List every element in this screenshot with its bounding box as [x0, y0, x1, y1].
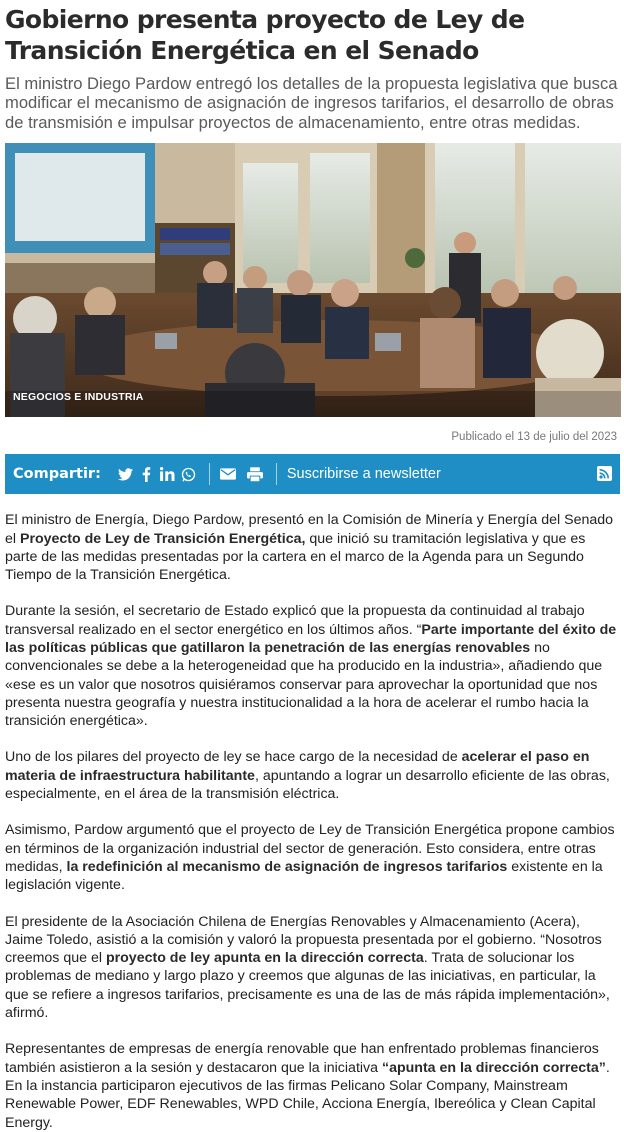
meeting-room-image [5, 143, 621, 417]
whatsapp-icon[interactable] [180, 465, 197, 483]
paragraph: Durante la sesión, el secretario de Estado explicó que la propuesta da continuidad al trabajo transversal realizado en el sector energético en los últimos años. “Parte importante del éxito de las políticas públicas que gatillaron la penetración de las energías renovables no convencionales se debe a la heterogeneidad que ha producido en la industria», añadiendo que «ese es un valor que nosotros quisiéramos conservar para aprovechar la oportunidad que nos presenta nuestra geografía y nuestra institucionalidad a la hora de acelerar el rumbo hacia la transición energética». [5, 603, 617, 730]
rss-icon[interactable] [597, 466, 612, 481]
share-divider [276, 463, 277, 485]
share-bar [5, 454, 620, 494]
article-lede: El ministro Diego Pardow entregó los detalles de la propuesta legislativa que busca modificar el mecanismo de asignación de ingresos tarifarios, el desarrollo de obras de transmisión e impulsar proyectos de almacenamiento, entre otras medidas. [5, 74, 618, 132]
facebook-icon[interactable] [138, 465, 155, 483]
paragraph: Representantes de empresas de energía renovable que han enfrentado problemas financieros también asistieron a la sesión y destacaron que la iniciativa “apunta en la dirección correcta”. En la instancia participaron ejecutivos de las firmas Pelicano Solar Company, Mainstream Renewable Power, EDF Renewables, WPD Chile, Acciona Energía, Ibereólica y Clean Capital Energy. [5, 1041, 610, 1131]
paragraph: El ministro de Energía, Diego Pardow, presentó en la Comisión de Minería y Energía del Senado el Proyecto de Ley de Transición Energética, que inició su tramitación legislativa y que es parte de las medidas presentadas por la cartera en el marco de la Agenda para un Segundo Tiempo de la Transición Energética. [5, 512, 614, 584]
email-icon[interactable] [220, 465, 237, 483]
share-label: Compartir: [13, 466, 101, 483]
paragraph: Uno de los pilares del proyecto de ley se hace cargo de la necesidad de acelerar el paso en materia de infraestructura habilitante, apuntando a lograr un desarrollo eficiente de las obras, especialmente, en el área de la transmisión eléctrica. [5, 749, 610, 803]
article-photo [5, 143, 621, 417]
twitter-icon[interactable] [117, 465, 134, 483]
paragraph: Asimismo, Pardow argumentó que el proyecto de Ley de Transición Energética propone cambios en términos de la organización industrial del sector de generación. Esto considera, entre otras medidas, la redefinición al mecanismo de asignación de ingresos tarifarios existente en la legislación vigente. [5, 822, 615, 894]
share-divider [209, 463, 210, 485]
paragraph: El presidente de la Asociación Chilena de Energías Renovables y Almacenamiento (Acera), Jaime Toledo, asistió a la comisión y valoró la propuesta presentada por el gobierno. “Nosotros creemos que el proyecto de ley apunta en la dirección correcta. Trata de solucionar los problemas de mediano y largo plazo y creemos que algunas de las iniciativas, en particular, la que se refiere a ingresos tarifarios, precisamente es una de las de más rápida implementación», afirmó. [5, 913, 610, 1022]
article-body [5, 511, 620, 1132]
article-title: Gobierno presenta proyecto de Ley de Transición Energética en el Senado [5, 5, 525, 65]
linkedin-icon[interactable] [159, 465, 176, 483]
newsletter-link[interactable]: Suscribirse a newsletter [286, 466, 441, 483]
photo-category-tag: NEGOCIOS E INDUSTRIA [13, 391, 144, 404]
print-icon[interactable] [247, 465, 264, 483]
publish-date: Publicado el 13 de julio del 2023 [451, 431, 617, 444]
